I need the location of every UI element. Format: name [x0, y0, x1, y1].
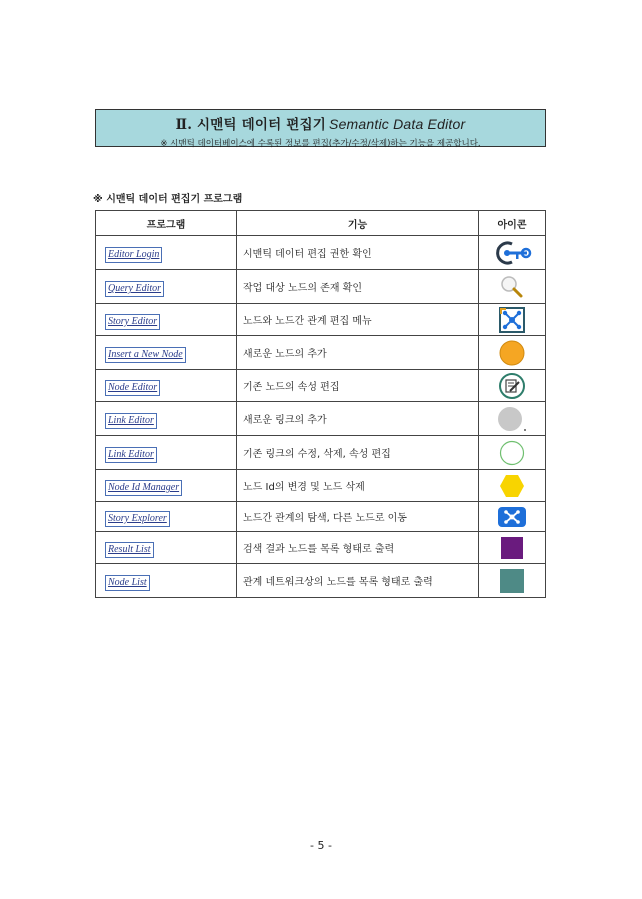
- node-editor-button[interactable]: Node Editor: [105, 380, 160, 396]
- green-ring-icon: [479, 439, 545, 467]
- row-function: 새로운 링크의 추가: [237, 402, 479, 436]
- network-icon: [479, 306, 545, 334]
- key-icon: [479, 239, 545, 267]
- page-number: - 5 -: [310, 839, 332, 852]
- title-english: Semantic Data Editor: [329, 116, 466, 132]
- row-function: 노드와 노드간 관계 편집 메뉴: [237, 304, 479, 336]
- table-header-row: [96, 211, 546, 236]
- table-row: [96, 270, 546, 304]
- header-icon: 아이콘: [479, 211, 546, 236]
- section-header: [95, 109, 546, 147]
- story-editor-button[interactable]: Story Editor: [105, 314, 160, 330]
- title-korean: Ⅱ. 시맨틱 데이터 편집기: [175, 117, 327, 133]
- story-explorer-button[interactable]: Story Explorer: [105, 511, 170, 527]
- table-row: [96, 236, 546, 270]
- table-row: [96, 502, 546, 532]
- insert-new-node-button[interactable]: Insert a New Node: [105, 347, 186, 363]
- editor-login-button[interactable]: Editor Login: [105, 247, 162, 263]
- result-list-button[interactable]: Result List: [105, 542, 154, 558]
- table-row: [96, 470, 546, 502]
- link-editor-edit-button[interactable]: Link Editor: [105, 447, 157, 463]
- gray-circle-icon: [479, 405, 545, 433]
- network-blue-icon: [479, 506, 545, 528]
- query-editor-button[interactable]: Query Editor: [105, 281, 164, 297]
- edit-note-icon: [479, 372, 545, 400]
- orange-circle-icon: [479, 339, 545, 367]
- section-title-heading: [96, 113, 545, 133]
- row-function: 기존 노드의 속성 편집: [237, 370, 479, 402]
- table-row: [96, 436, 546, 470]
- table-row: [96, 532, 546, 564]
- table-row: [96, 336, 546, 370]
- link-editor-add-button[interactable]: Link Editor: [105, 413, 157, 429]
- table-row: [96, 564, 546, 598]
- row-function: 시맨틱 데이터 편집 권한 확인: [237, 236, 479, 270]
- purple-square-icon: [479, 535, 545, 561]
- row-function: 검색 결과 노드를 목록 형태로 출력: [237, 532, 479, 564]
- teal-square-icon: [479, 567, 545, 595]
- table-row: [96, 370, 546, 402]
- row-function: 작업 대상 노드의 존재 확인: [237, 270, 479, 304]
- row-function: 기존 링크의 수정, 삭제, 속성 편집: [237, 436, 479, 470]
- yellow-hexagon-icon: [479, 472, 545, 500]
- node-id-manager-button[interactable]: Node Id Manager: [105, 480, 182, 496]
- row-function: 관계 네트워크상의 노드를 목록 형태로 출력: [237, 564, 479, 598]
- row-function: 노드 Id의 변경 및 노드 삭제: [237, 470, 479, 502]
- node-list-button[interactable]: Node List: [105, 575, 150, 591]
- table-row: [96, 304, 546, 336]
- section-description: ※ 시맨틱 데이터베이스에 수록된 정보를 편집(추가/수정/삭제)하는 기능을 제공합니다.: [160, 139, 481, 149]
- program-list-title: ※ 시맨틱 데이터 편집기 프로그램: [93, 194, 243, 205]
- table-row: [96, 402, 546, 436]
- header-function: 기능: [237, 211, 479, 236]
- magnifier-icon: [479, 273, 545, 301]
- header-program: 프로그램: [96, 211, 237, 236]
- row-function: 새로운 노드의 추가: [237, 336, 479, 370]
- program-table: [95, 210, 546, 598]
- row-function: 노드간 관계의 탐색, 다른 노드로 이동: [237, 502, 479, 532]
